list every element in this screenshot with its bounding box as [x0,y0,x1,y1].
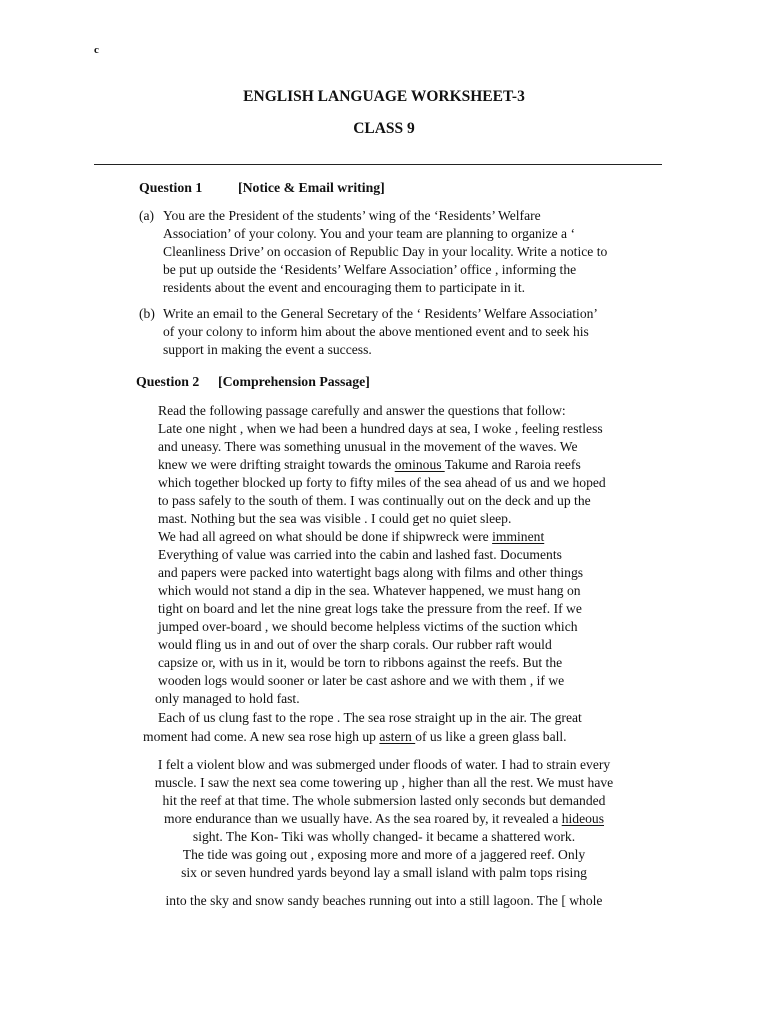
passage-line: Each of us clung fast to the rope . The sea rose straight up in the air. The great [158,710,582,725]
q1-a-text [163,207,607,297]
passage-line: six or seven hundred yards beyond lay a small island with palm tops rising [181,865,587,880]
text-line: You are the President of the students’ wing of the ‘Residents’ Welfare [163,208,541,223]
text-line: Cleanliness Drive’ on occasion of Republic Day in your locality. Write a notice to [163,244,608,259]
text-line: to pass safely to the south of them. I was continually out on the deck and up the [158,493,591,508]
text-run: moment had come. A new sea rose high up [143,729,380,744]
question-2-topic: [Comprehension Passage] [218,374,370,389]
vocab-imminent: imminent [492,529,545,544]
text-line: Everything of value was carried into the cabin and lashed fast. Documents [158,547,562,562]
text-line: which together blocked up forty to fifty miles of the sea ahead of us and we hoped [158,475,606,490]
passage-line: hit the reef at that time. The whole submersion lasted only seconds but demanded [162,793,606,808]
vocab-ominous: ominous [394,457,445,472]
text-line: capsize or, with us in it, would be torn to ribbons against the reefs. But the [158,655,563,670]
text-line [158,528,606,546]
text-line: which would not stand a dip in the sea. Whatever happened, we must hang on [158,583,581,598]
text-line: and uneasy. There was something unusual in the movement of the waves. We [158,439,578,454]
passage-block-1 [158,402,606,690]
passage-line: into the sky and snow sandy beaches running out into a still lagoon. The [ whole [165,893,603,908]
text-line: would fling us in and out of over the sharp corals. Our rubber raft would [158,637,552,652]
text-run: of us like a green glass ball. [415,729,567,744]
text-line: and papers were packed into watertight bags along with films and other things [158,565,584,580]
q1-b-marker: (b) [139,306,155,321]
vocab-hideous: hideous [561,811,604,826]
text-run: Takume and Raroia reefs [444,457,581,472]
passage-line [0,810,768,828]
text-run: more endurance than we usually have. As the sea roared by, it revealed a [164,811,562,826]
text-line: tight on board and let the nine great logs take the pressure from the reef. If we [158,601,582,616]
passage-line: sight. The Kon- Tiki was wholly changed- it became a shattered work. [192,829,576,844]
passage-line [143,728,567,746]
passage-line: only managed to hold fast. [155,691,300,706]
corner-mark: c [94,44,99,56]
question-1-topic: [Notice & Email writing] [238,180,385,195]
text-line: residents about the event and encouraging them to participate in it. [163,280,526,295]
q1-a-marker: (a) [139,208,155,223]
text-line: of your colony to inform him about the above mentioned event and to seek his [163,324,589,339]
vocab-astern: astern [379,729,416,744]
text-line: mast. Nothing but the sea was visible . I could get no quiet sleep. [158,511,512,526]
text-line: jumped over-board , we should become helpless victims of the suction which [158,619,578,634]
text-line [158,456,606,474]
worksheet-title: ENGLISH LANGUAGE WORKSHEET-3 [243,88,525,105]
text-run: We had all agreed on what should be done if shipwreck were [158,529,493,544]
text-line: Read the following passage carefully and answer the questions that follow: [158,403,566,418]
text-line: Association’ of your colony. You and your team are planning to organize a ‘ [163,226,575,241]
text-line: wooden logs would sooner or later be cast ashore and we with them , if we [158,673,565,688]
passage-line: I felt a violent blow and was submerged under floods of water. I had to strain every [157,757,611,772]
passage-line: muscle. I saw the next sea come towering up , higher than all the rest. We must have [154,775,614,790]
question-2-label: Question 2 [136,374,200,389]
text-line: Write an email to the General Secretary of the ‘ Residents’ Welfare Association’ [163,306,598,321]
class-heading: CLASS 9 [353,120,415,137]
q1-b-text [163,305,598,359]
text-line: support in making the event a success. [163,342,372,357]
text-line: be put up outside the ‘Residents’ Welfare Association’ office , informing the [163,262,577,277]
text-line: Late one night , when we had been a hundred days at sea, I woke , feeling restless [158,421,603,436]
passage-line: The tide was going out , exposing more and more of a jaggered reef. Only [182,847,586,862]
title-divider [94,164,662,165]
question-1-label: Question 1 [139,180,203,195]
text-run: knew we were drifting straight towards the [158,457,395,472]
